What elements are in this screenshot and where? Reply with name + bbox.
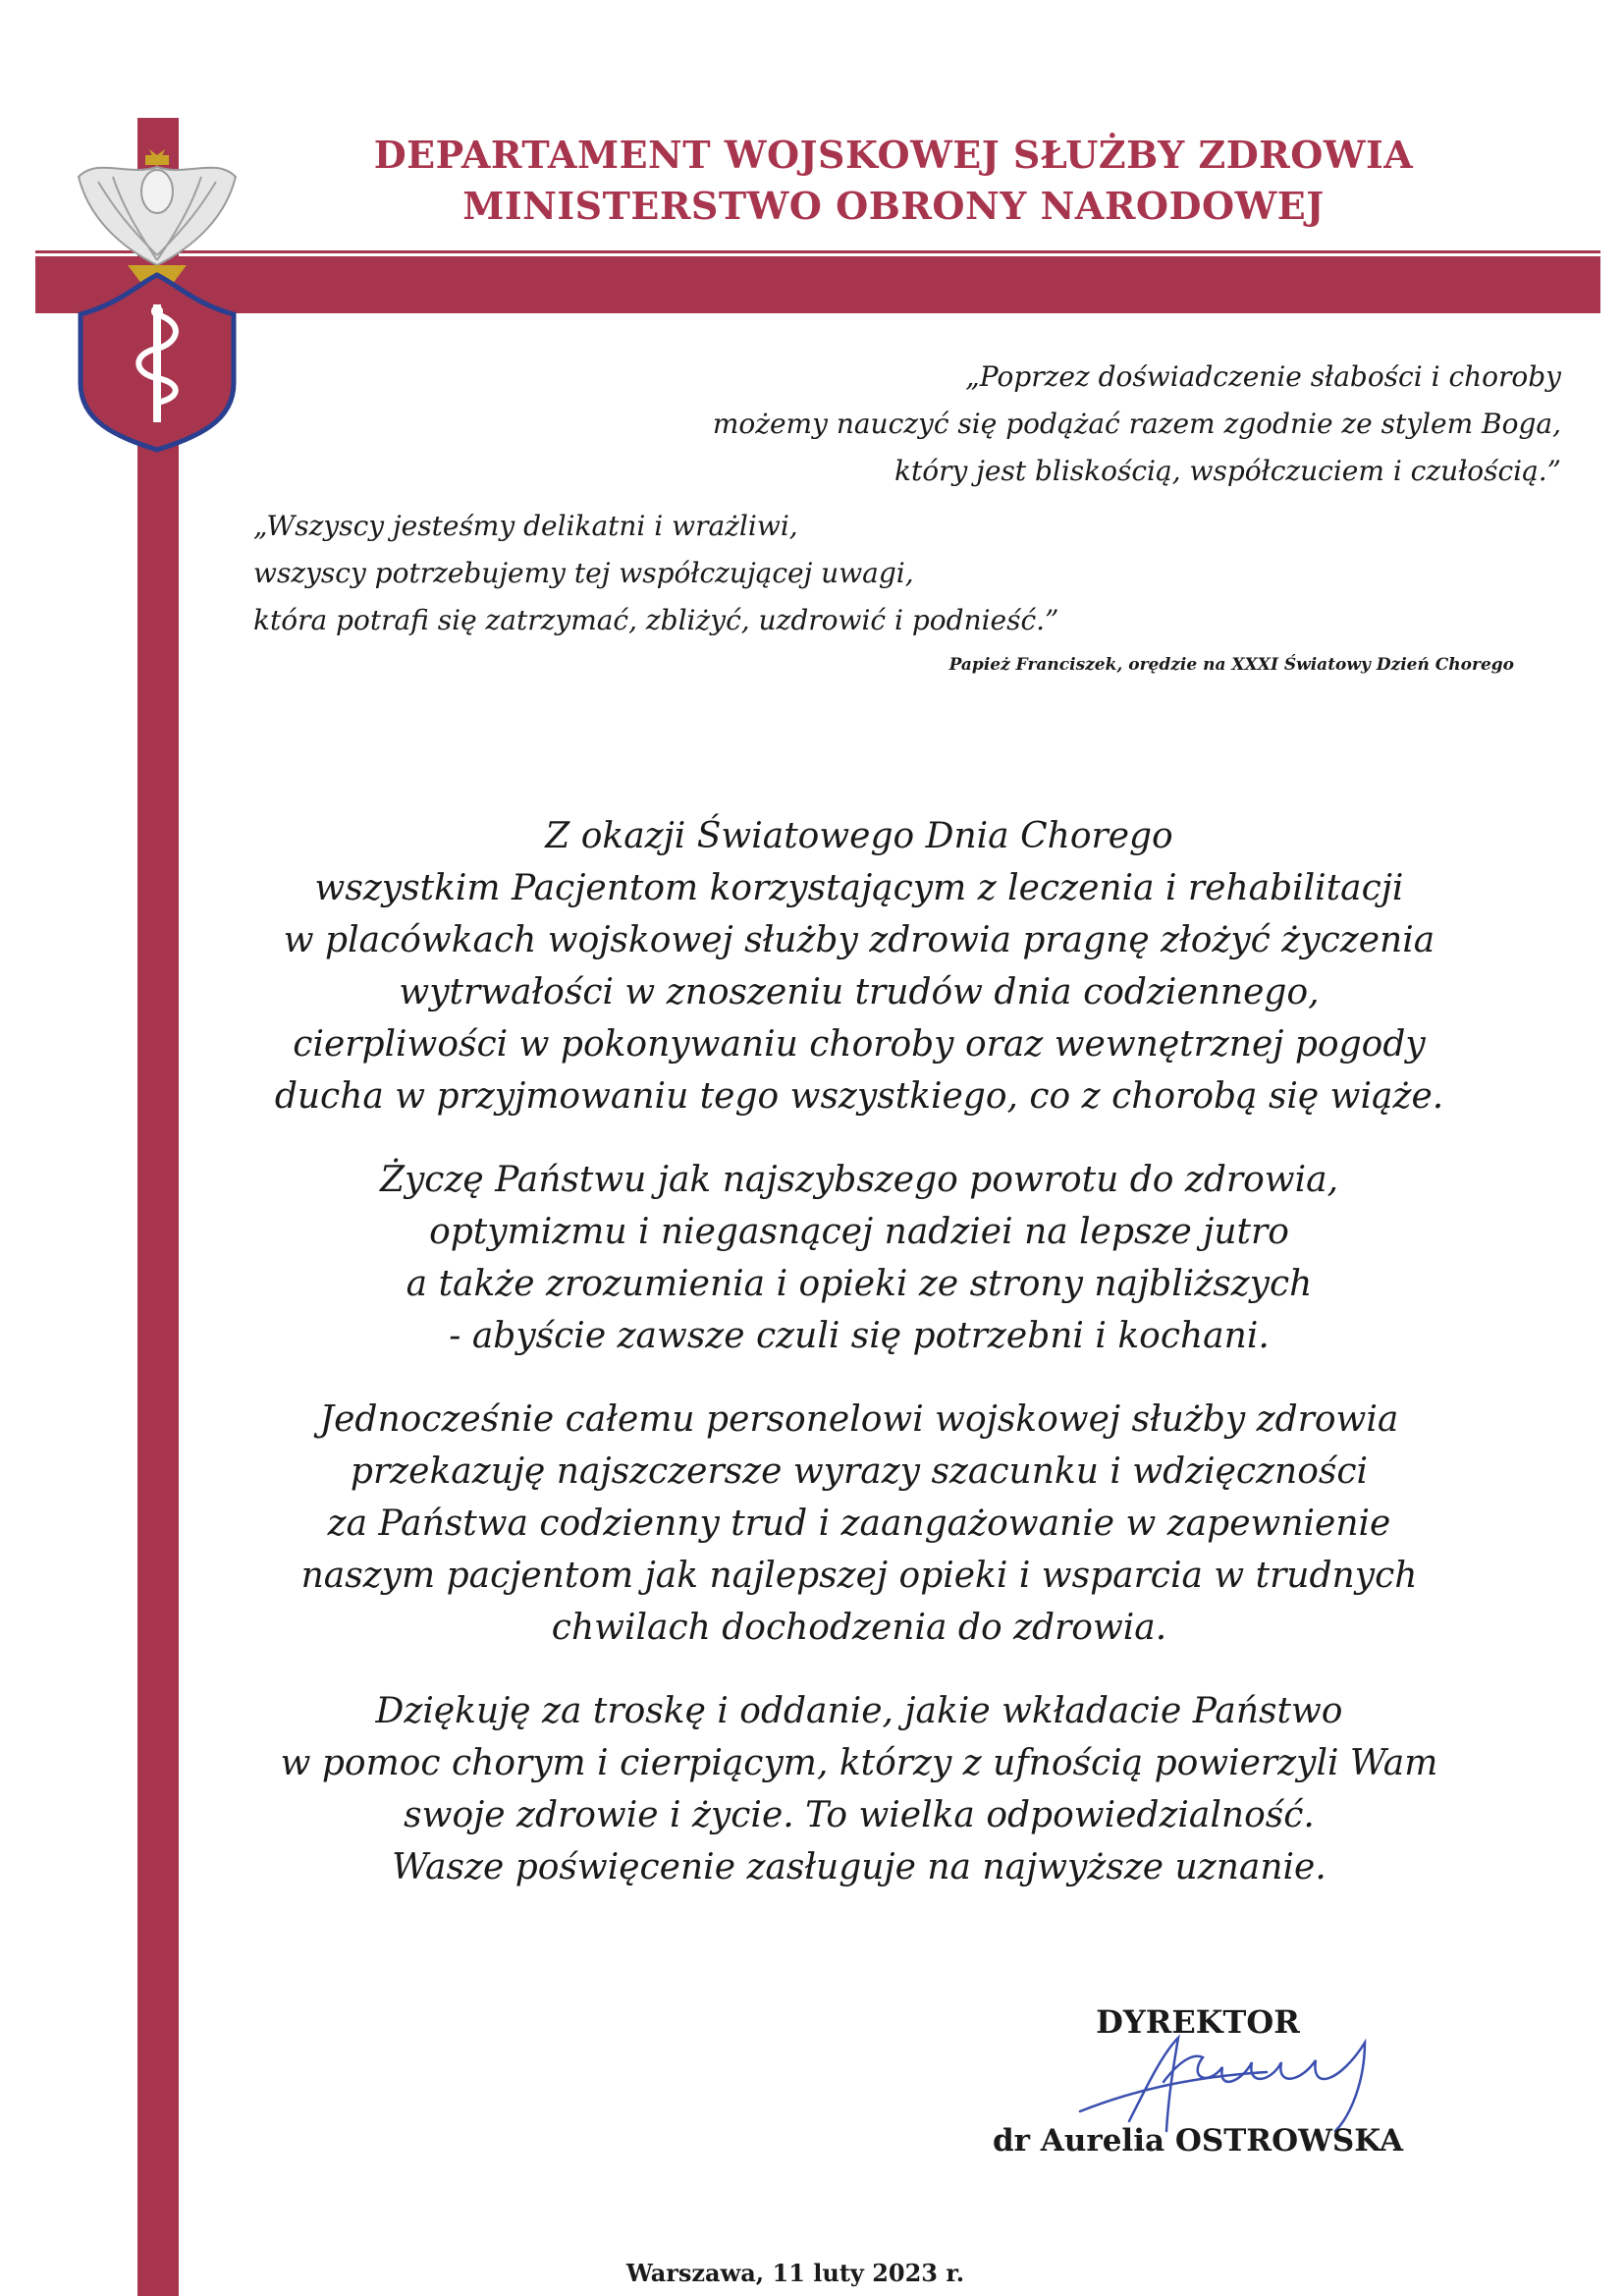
quote-line: „Wszyscy jesteśmy delikatni i wrażliwi, [253, 510, 798, 542]
signatory-name: dr Aurelia OSTROWSKA [992, 2123, 1404, 2159]
header-divider-line [35, 250, 1600, 253]
body-line: w placówkach wojskowej służby zdrowia pragnę złożyć życzenia [283, 920, 1435, 960]
letter-body [236, 810, 1483, 1925]
quote-line: wszyscy potrzebujemy tej współczującej uwagi, [253, 557, 914, 589]
body-line: Dziękuję za troskę i oddanie, jakie wkładacie Państwo [375, 1691, 1343, 1731]
body-line: wytrwałości w znoszeniu trudów dnia codziennego, [399, 972, 1320, 1012]
body-line: optymizmu i niegasnącej nadziei na lepsze jutro [429, 1212, 1289, 1252]
paragraph-thanks [236, 1685, 1483, 1893]
place-and-date: Warszawa, 11 luty 2023 r. [625, 2259, 965, 2287]
quote-line: możemy nauczyć się podążać razem zgodnie ze stylem Boga, [712, 408, 1561, 440]
paragraph-staff [236, 1394, 1483, 1654]
document-header [314, 130, 1473, 232]
body-line: wszystkim Pacjentom korzystającym z leczenia i rehabilitacji [314, 868, 1404, 908]
body-line: Wasze poświęcenie zasługuje na najwyższe uznanie. [392, 1847, 1326, 1887]
body-line: a także zrozumienia i opieki ze strony najbliższych [406, 1264, 1313, 1304]
horizontal-accent-bar [35, 256, 1600, 313]
quote-first [481, 354, 1561, 495]
quote-line: która potrafi się zatrzymać, zbliżyć, uzdrowić i podnieść.” [253, 604, 1059, 636]
ministry-name: MINISTERSTWO OBRONY NARODOWEJ [462, 184, 1325, 228]
body-line: naszym pacjentom jak najlepszej opieki i wsparcia w trudnych [300, 1556, 1418, 1596]
department-name: DEPARTAMENT WOJSKOWEJ SŁUŻBY ZDROWIA [373, 133, 1414, 177]
signatory-title: DYREKTOR [1096, 2003, 1300, 2041]
body-line: swoje zdrowie i życie. To wielka odpowiedzialność. [404, 1795, 1315, 1835]
quote-line: „Poprzez doświadczenie słabości i choroby [965, 360, 1561, 393]
body-line: ducha w przyjmowaniu tego wszystkiego, co z chorobą się wiąże. [274, 1076, 1444, 1117]
paragraph-wishes [236, 810, 1483, 1122]
body-line: cierpliwości w pokonywaniu choroby oraz wewnętrznej pogody [293, 1024, 1426, 1065]
quote-attribution: Papież Franciszek, orędzie na XXXI Światowy Dzień Chorego [948, 655, 1514, 675]
body-line: - abyście zawsze czuli się potrzebni i kochani. [449, 1316, 1270, 1356]
body-line: przekazuję najszczersze wyrazy szacunku i wdzięczności [350, 1451, 1369, 1492]
body-line: za Państwa codzienny trud i zaangażowanie w zapewnienie [327, 1503, 1391, 1544]
body-line: chwilach dochodzenia do zdrowia. [551, 1608, 1167, 1648]
body-line: w pomoc chorym i cierpiącym, którzy z ufnością powierzyli Wam [280, 1743, 1438, 1783]
eagle-icon [79, 149, 236, 285]
body-line: Z okazji Światowego Dnia Chorego [545, 816, 1173, 856]
military-health-emblem-icon [59, 137, 255, 462]
paragraph-health [236, 1154, 1483, 1362]
body-line: Jednocześnie całemu personelowi wojskowej służby zdrowia [319, 1399, 1399, 1440]
quote-second [253, 503, 1137, 644]
quote-line: który jest bliskością, współczuciem i czułością.” [894, 455, 1561, 487]
body-line: Życzę Państwu jak najszybszego powrotu do zdrowia, [379, 1160, 1339, 1200]
